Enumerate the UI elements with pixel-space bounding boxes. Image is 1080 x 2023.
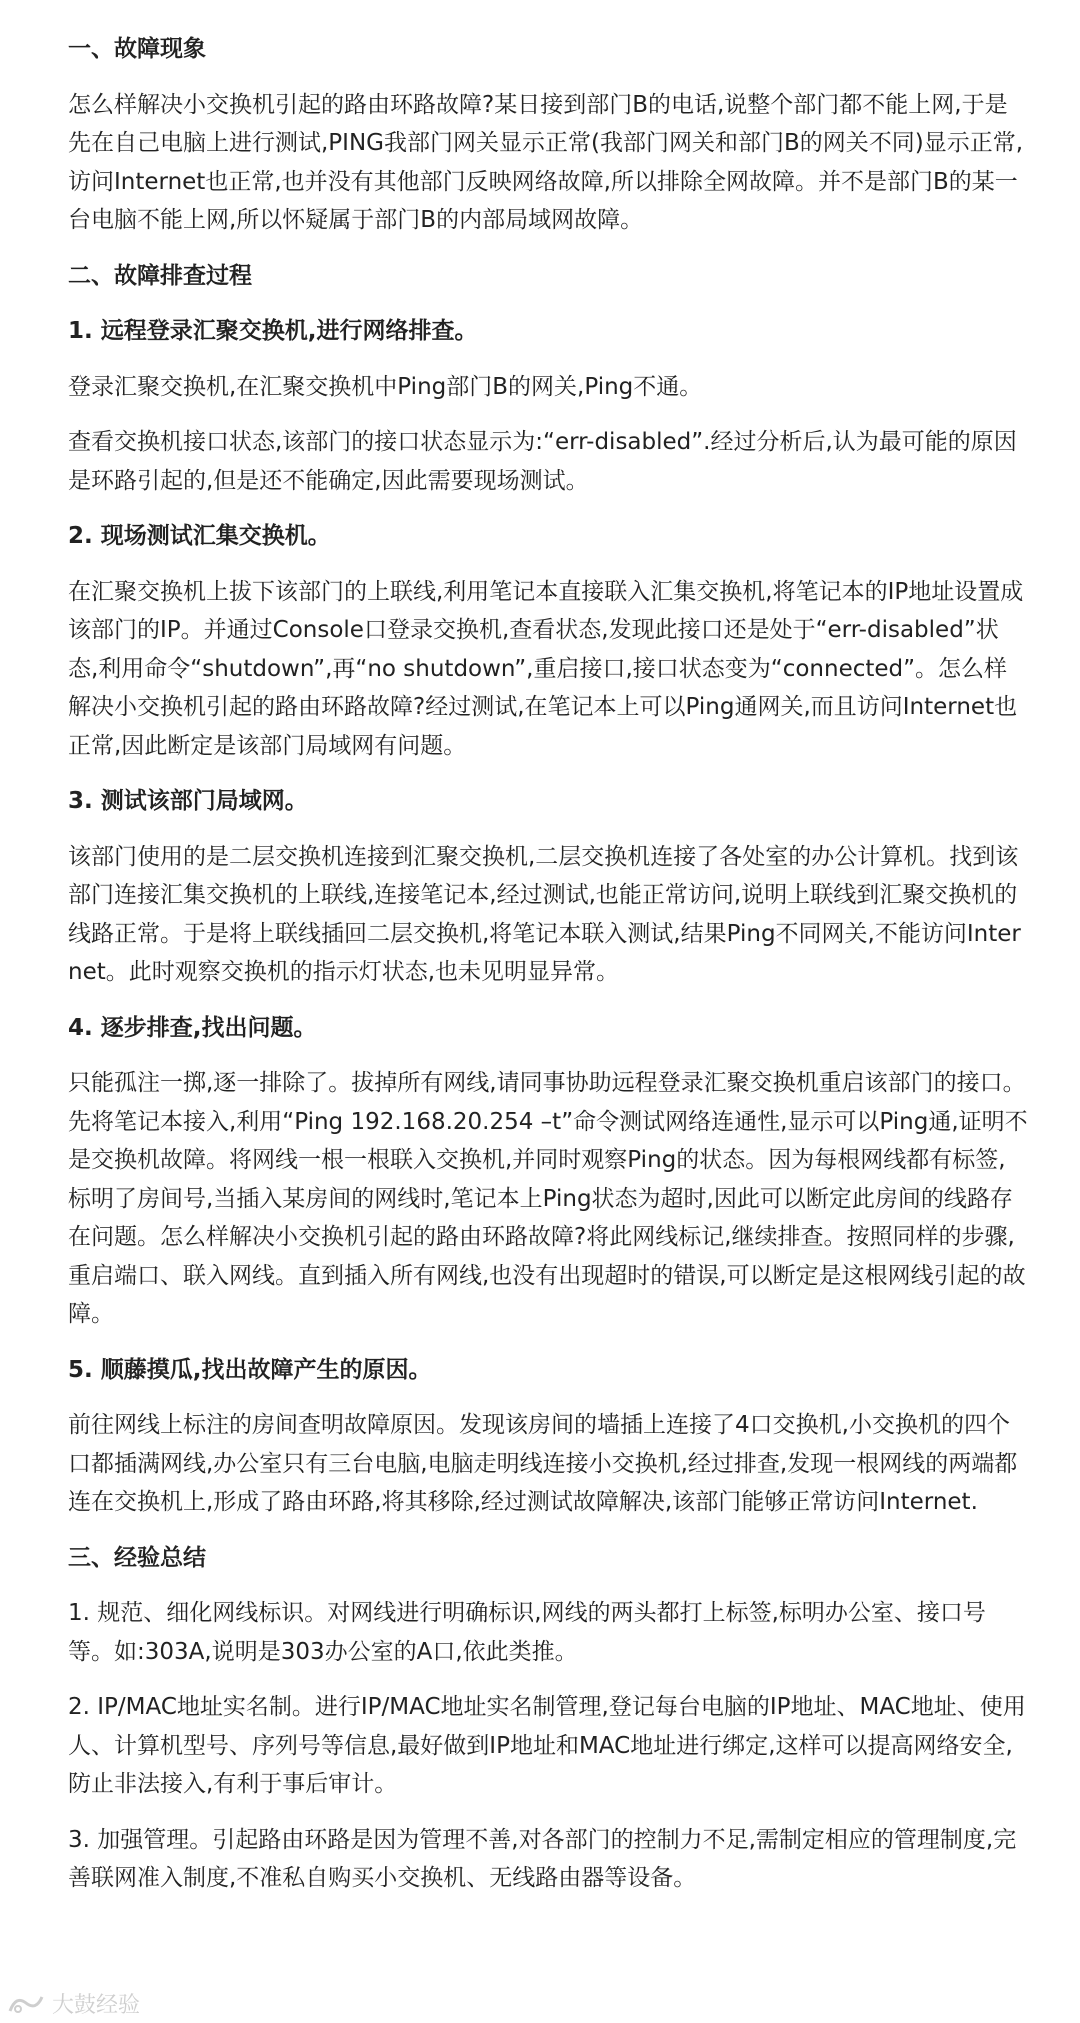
summary-item-1: 1. 规范、细化网线标识。对网线进行明确标识,网线的两头都打上标签,标明办公室、接口号等。如:303A,说明是303办公室的A口,依此类推。 <box>68 1600 986 1665</box>
section-heading-symptom: 一、故障现象 <box>68 36 206 62</box>
step-1-title: 1. 远程登录汇聚交换机,进行网络排查。 <box>68 318 478 344</box>
step-3-title: 3. 测试该部门局域网。 <box>68 788 308 814</box>
step-5-paragraph-1: 前往网线上标注的房间查明故障原因。发现该房间的墙插上连接了4口交换机,小交换机的四个口都插满网线,办公室只有三台电脑,电脑走明线连接小交换机,经过排查,发现一根网线的两端都连在交换机上,形成了路由环路,将其移除,经过测试故障解决,该部门能够正常访问Internet. <box>68 1412 1018 1515</box>
step-1-paragraph-1: 登录汇聚交换机,在汇聚交换机中Ping部门B的网关,Ping不通。 <box>68 373 703 400</box>
step-4-paragraph-1: 只能孤注一掷,逐一排除了。拔掉所有网线,请同事协助远程登录汇聚交换机重启该部门的接口。先将笔记本接入,利用“Ping 192.168.20.254 –t”命令测试网络连通性,显示可以Ping通,证明不是交换机故障。将网线一根一根联入交换机,并同时观察Ping的状态。因为每根网线都有标签,标明了房间号,当插入某房间的网线时,笔记本上Ping状态为超时,因此可以断定此房间的线路存在问题。怎么样解决小交换机引起的路由环路故障?将此网线标记,继续排查。按照同样的步骤,重启端口、联入网线。直到插入所有网线,也没有出现超时的错误,可以断定是这根网线引起的故障。 <box>68 1070 1028 1327</box>
step-2-title: 2. 现场测试汇集交换机。 <box>68 523 331 549</box>
watermark <box>6 1988 140 2019</box>
summary-item-2: 2. IP/MAC地址实名制。进行IP/MAC地址实名制管理,登记每台电脑的IP地址、MAC地址、使用人、计算机型号、序列号等信息,最好做到IP地址和MAC地址进行绑定,这样可以提高网络安全,防止非法接入,有利于事后审计。 <box>68 1694 1026 1797</box>
step-4-title: 4. 逐步排查,找出问题。 <box>68 1014 317 1041</box>
watermark-text: 大鼓经验 <box>52 1992 141 2017</box>
step-1-paragraph-2: 查看交换机接口状态,该部门的接口状态显示为:“err-disabled”.经过分析后,认为最可能的原因是环路引起的,但是还不能确定,因此需要现场测试。 <box>68 429 1017 494</box>
section-heading-troubleshooting: 二、故障排查过程 <box>68 262 252 289</box>
step-2-paragraph-1: 在汇聚交换机上拔下该部门的上联线,利用笔记本直接联入汇集交换机,将笔记本的IP地址设置成该部门的IP。并通过Console口登录交换机,查看状态,发现此接口还是处于“err-disabled”状态,利用命令“shutdown”,再“no shutdown”,重启接口,接口状态变为“connected”。怎么样解决小交换机引起的路由环路故障?经过测试,在笔记本上可以Ping通网关,而且访问Internet也正常,因此断定是该部门局域网有问题。 <box>68 578 1024 759</box>
watermark-logo-icon <box>6 1991 46 2017</box>
step-5-title: 5. 顺藤摸瓜,找出故障产生的原因。 <box>68 1356 432 1383</box>
summary-item-3: 3. 加强管理。引起路由环路是因为管理不善,对各部门的控制力不足,需制定相应的管理制度,完善联网准入制度,不准私自购买小交换机、无线路由器等设备。 <box>68 1826 1017 1891</box>
article-body <box>68 30 1028 1915</box>
step-3-paragraph-1: 该部门使用的是二层交换机连接到汇聚交换机,二层交换机连接了各处室的办公计算机。找到该部门连接汇集交换机的上联线,连接笔记本,经过测试,也能正常访问,说明上联线到汇聚交换机的线路正常。于是将上联线插回二层交换机,将笔记本联入测试,结果Ping不同网关,不能访问Internet。此时观察交换机的指示灯状态,也未见明显异常。 <box>68 843 1021 985</box>
section-heading-summary: 三、经验总结 <box>68 1544 206 1571</box>
symptom-paragraph: 怎么样解决小交换机引起的路由环路故障?某日接到部门B的电话,说整个部门都不能上网,于是先在自己电脑上进行测试,PING我部门网关显示正常(我部门网关和部门B的网关不同)显示正常,访问Internet也正常,也并没有其他部门反映网络故障,所以排除全网故障。并不是部门B的某一台电脑不能上网,所以怀疑属于部门B的内部局域网故障。 <box>68 91 1024 233</box>
